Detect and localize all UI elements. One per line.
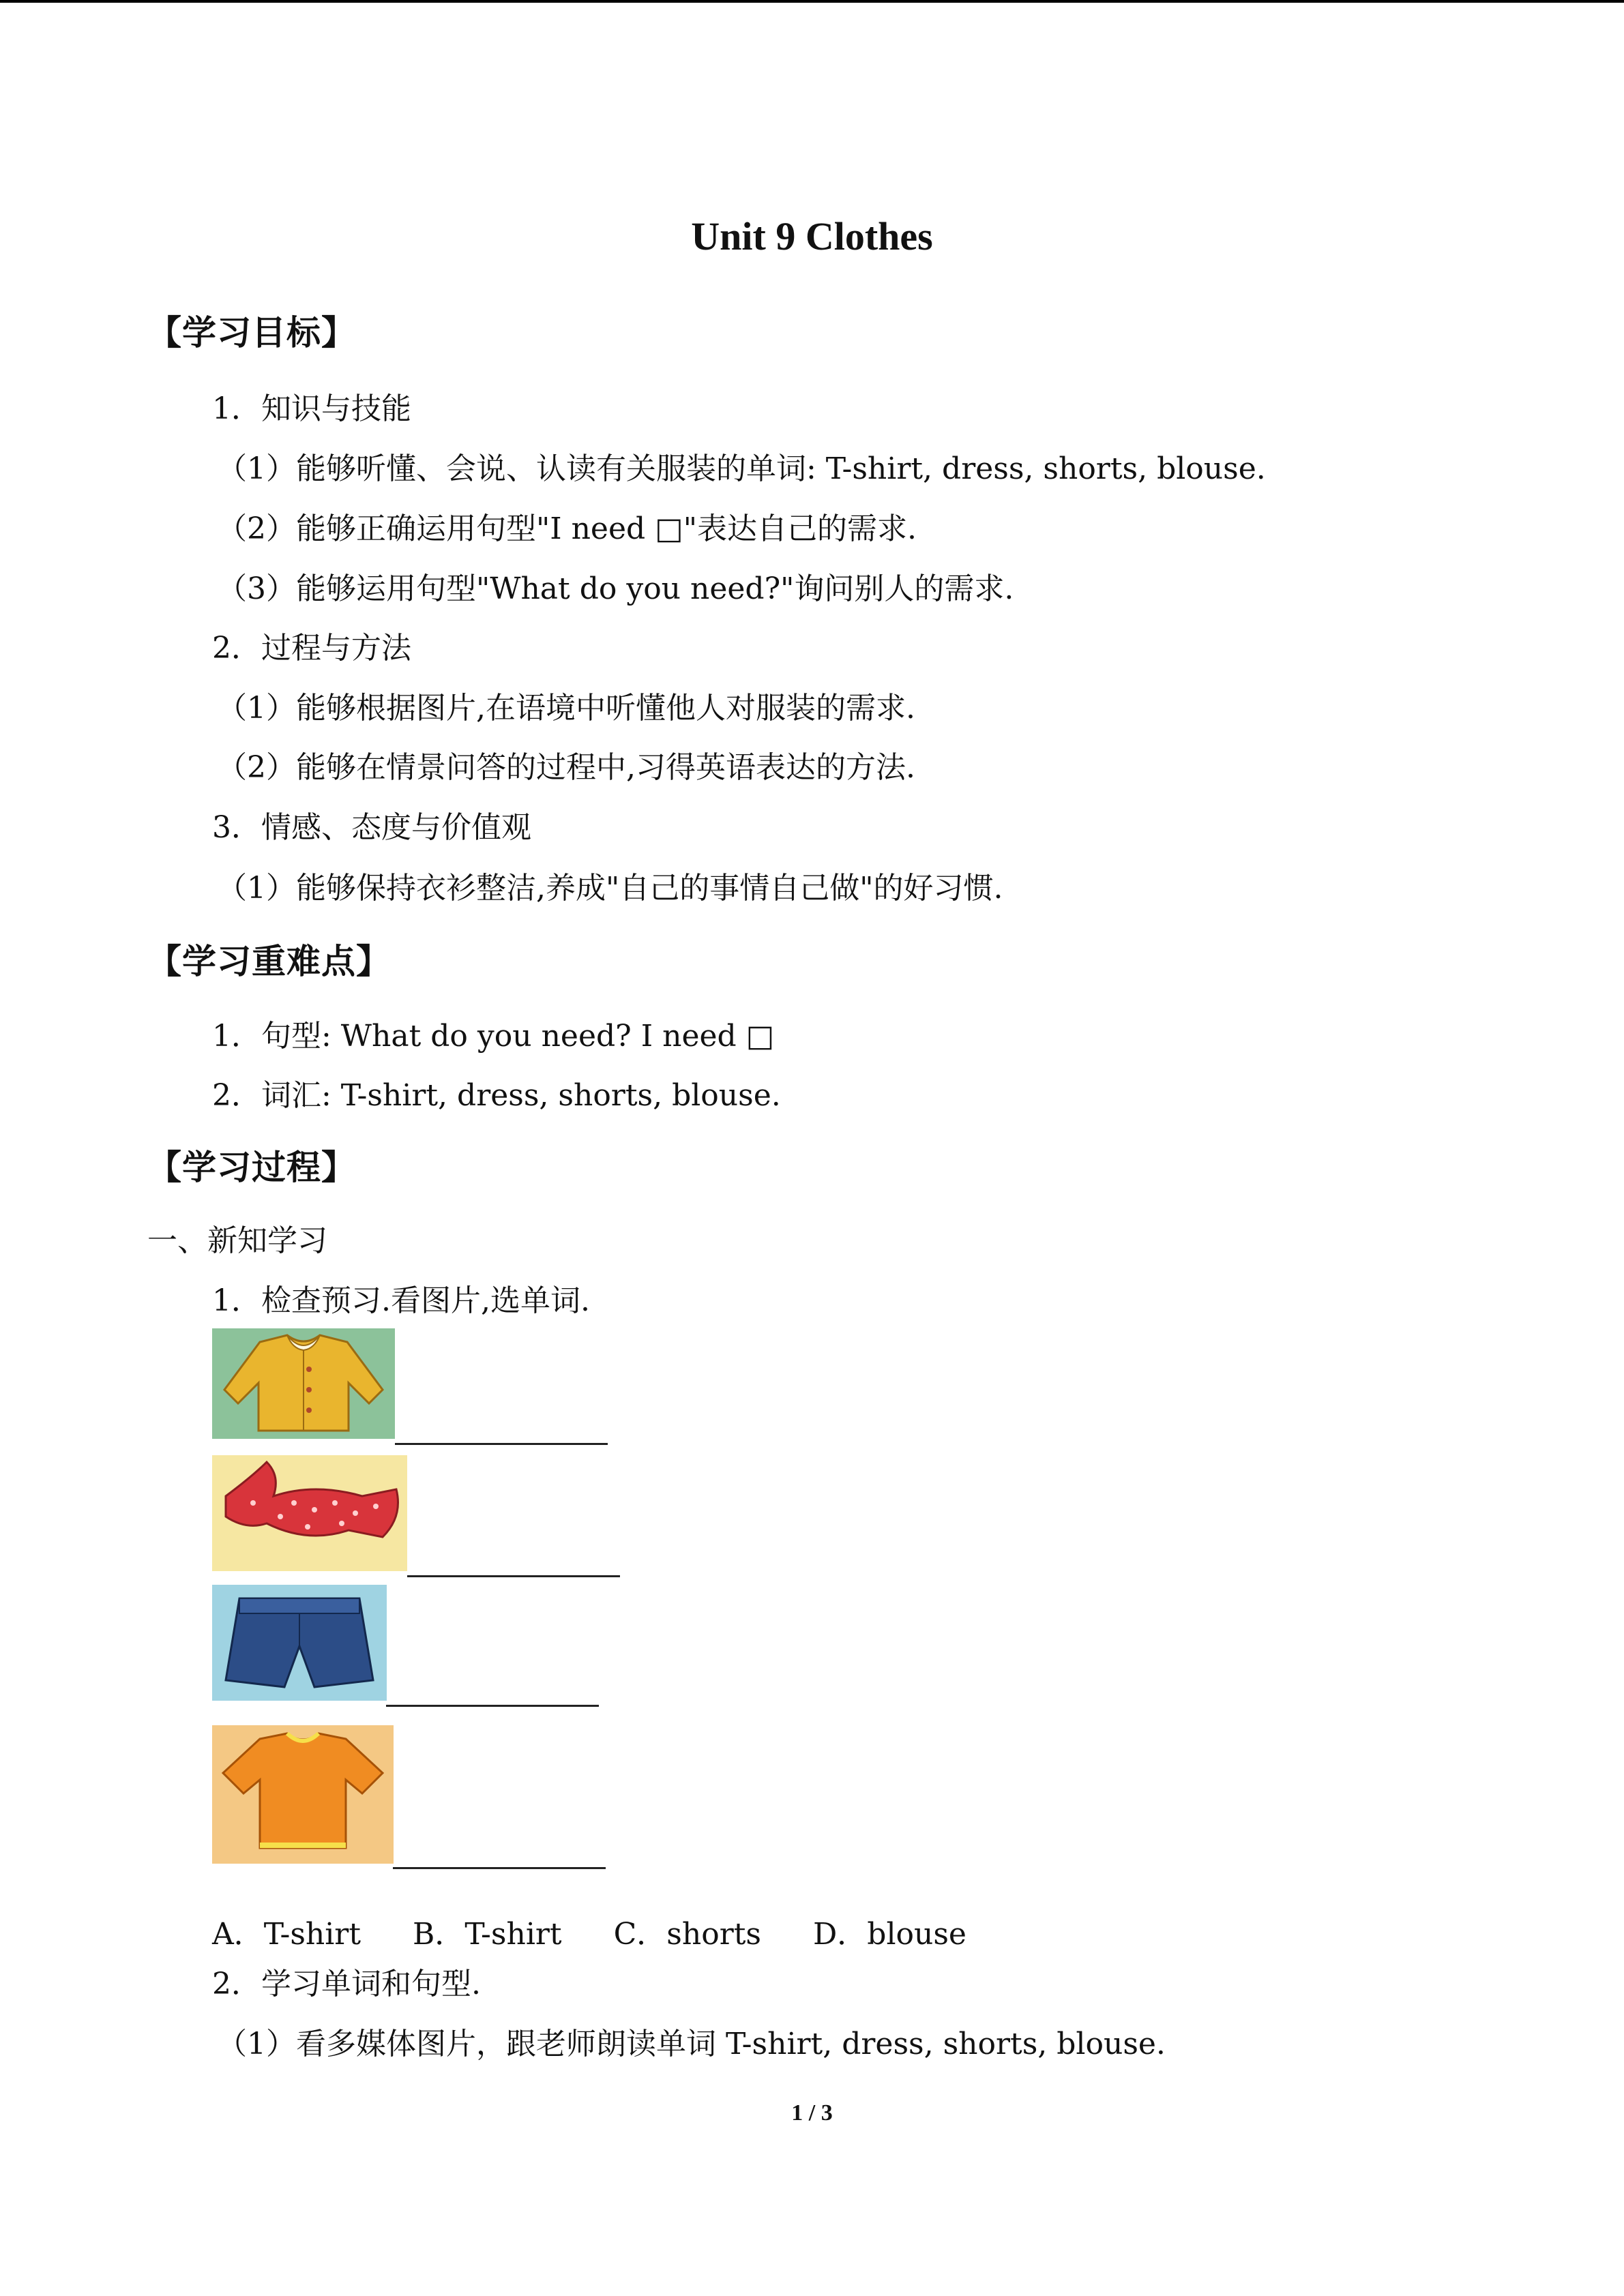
- page-top-border: [0, 0, 1624, 3]
- tshirt-picture: [212, 1725, 394, 1864]
- heading-objectives: 【学习目标】: [147, 313, 356, 353]
- dress-picture: [212, 1455, 407, 1571]
- objective-section-label: 1．知识与技能: [212, 391, 411, 426]
- choice-b[interactable]: B．T-shirt: [413, 1917, 562, 1952]
- heading-keypoints: 【学习重难点】: [147, 942, 391, 981]
- objective-item: （3）能够运用句型"What do you need?"询问别人的需求.: [217, 571, 1014, 606]
- blouse-picture: [212, 1328, 395, 1439]
- page-number: 1 / 3: [791, 2100, 833, 2126]
- dress-icon: [212, 1455, 407, 1571]
- objective-item: （2）能够正确运用句型"I need □"表达自己的需求.: [217, 511, 917, 546]
- answer-blank[interactable]: [386, 1705, 599, 1707]
- objective-item: （1）能够保持衣衫整洁,养成"自己的事情自己做"的好习惯.: [217, 871, 1003, 906]
- choice-c[interactable]: C．shorts: [613, 1917, 761, 1952]
- shorts-picture: [212, 1585, 387, 1701]
- step-label: 1．检查预习.看图片,选单词.: [212, 1283, 590, 1318]
- objective-item: （1）能够听懂、会说、认读有关服装的单词: T-shirt, dress, shorts, blouse.: [217, 451, 1266, 486]
- step-label: 2．学习单词和句型.: [212, 1967, 481, 2001]
- objective-item: （2）能够在情景问答的过程中,习得英语表达的方法.: [217, 750, 915, 785]
- objective-section-label: 3．情感、态度与价值观: [212, 810, 531, 845]
- answer-blank[interactable]: [395, 1443, 608, 1445]
- part-label: 一、新知学习: [147, 1223, 327, 1258]
- keypoint-item: 1．句型: What do you need? I need □: [212, 1019, 775, 1054]
- tshirt-icon: [212, 1725, 394, 1864]
- choice-list: [212, 1909, 1009, 1953]
- objective-section-label: 2．过程与方法: [212, 631, 411, 666]
- blouse-icon: [212, 1328, 395, 1439]
- choice-d[interactable]: D．blouse: [813, 1917, 966, 1952]
- heading-process: 【学习过程】: [147, 1148, 356, 1187]
- answer-blank[interactable]: [393, 1867, 606, 1869]
- shorts-icon: [212, 1585, 387, 1701]
- choice-a[interactable]: A．T-shirt: [212, 1917, 361, 1952]
- objective-item: （1）能够根据图片,在语境中听懂他人对服装的需求.: [217, 691, 915, 726]
- page-title: Unit 9 Clothes: [691, 214, 933, 258]
- answer-blank[interactable]: [407, 1575, 620, 1577]
- keypoint-item: 2．词汇: T-shirt, dress, shorts, blouse.: [212, 1078, 781, 1113]
- step-item: （1）看多媒体图片，跟老师朗读单词 T-shirt, dress, shorts, blouse.: [217, 2027, 1166, 2061]
